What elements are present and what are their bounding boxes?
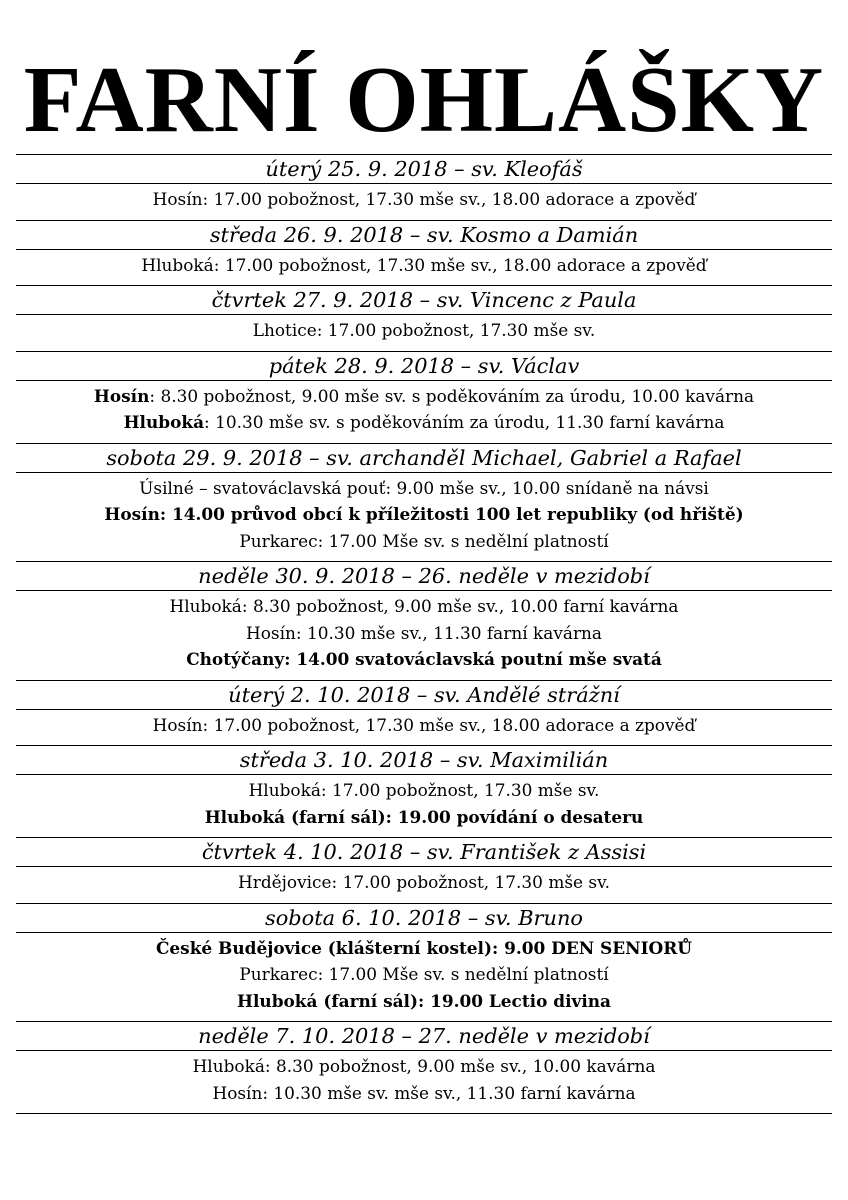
day-block: [16, 351, 832, 443]
day-header: středa 3. 10. 2018 – sv. Maximilián: [16, 746, 832, 775]
event-line: Hluboká: 17.00 pobožnost, 17.30 mše sv., 18.00 adorace a zpověď: [141, 254, 707, 275]
event-details: : 8.30 pobožnost, 9.00 mše sv. s poděkováním za úrodu, 10.00 kavárna: [149, 385, 755, 406]
event-line: Hluboká: 8.30 pobožnost, 9.00 mše sv., 10.00 farní kavárna: [169, 596, 679, 616]
day-block: [16, 745, 832, 837]
day-header: středa 26. 9. 2018 – sv. Kosmo a Damián: [16, 221, 832, 250]
event-line: Chotýčany: 14.00 svatováclavská poutní mše svatá: [186, 649, 662, 669]
event-line: Hosín: 17.00 pobožnost, 17.30 mše sv., 18.00 adorace a zpověď: [152, 189, 696, 209]
day-events: [16, 1051, 832, 1113]
day-events: [16, 473, 832, 562]
event-line: Hosín: 10.30 mše sv., 11.30 farní kavárna: [245, 622, 603, 643]
event-line: České Budějovice (klášterní kostel): 9.00 DEN SENIORŮ: [155, 937, 693, 958]
day-header: úterý 2. 10. 2018 – sv. Andělé strážní: [16, 681, 832, 710]
day-block: [16, 837, 832, 903]
day-events: [16, 933, 832, 1022]
event-details: : 10.30 mše sv. s poděkováním za úrodu, 11.30 farní kavárna: [204, 412, 725, 432]
day-block: [16, 154, 832, 220]
day-block: [16, 443, 832, 562]
day-events: [16, 381, 832, 443]
day-block: [16, 285, 832, 351]
event-line: [16, 383, 832, 410]
day-events: [16, 867, 832, 903]
day-events: [16, 775, 832, 837]
day-header: sobota 6. 10. 2018 – sv. Bruno: [16, 904, 832, 933]
event-line: Hosín: 17.00 pobožnost, 17.30 mše sv., 18.00 adorace a zpověď: [152, 714, 696, 735]
day-block: [16, 680, 832, 746]
day-block: [16, 903, 832, 1022]
day-header: čtvrtek 4. 10. 2018 – sv. František z Assisi: [16, 838, 832, 867]
day-block: [16, 220, 832, 286]
event-line: Hluboká (farní sál): 19.00 povídání o desateru: [204, 806, 644, 827]
day-header: neděle 7. 10. 2018 – 27. neděle v mezidobí: [16, 1022, 832, 1051]
event-line: Purkarec: 17.00 Mše sv. s nedělní platností: [239, 530, 609, 551]
day-header: úterý 25. 9. 2018 – sv. Kleofáš: [16, 155, 832, 184]
day-header: pátek 28. 9. 2018 – sv. Václav: [16, 352, 832, 381]
day-events: [16, 315, 832, 351]
event-line: Hosín: 10.30 mše sv. mše sv., 11.30 farní kavárna: [212, 1082, 636, 1103]
day-block: [16, 561, 832, 680]
day-header: neděle 30. 9. 2018 – 26. neděle v mezidobí: [16, 562, 832, 591]
event-place: Hluboká: [123, 412, 205, 432]
day-header: sobota 29. 9. 2018 – sv. archanděl Michael, Gabriel a Rafael: [16, 444, 832, 473]
day-events: [16, 184, 832, 220]
day-events: [16, 250, 832, 286]
day-header: čtvrtek 27. 9. 2018 – sv. Vincenc z Paula: [16, 286, 832, 315]
event-place: Hosín: [93, 385, 150, 406]
event-line: Lhotice: 17.00 pobožnost, 17.30 mše sv.: [252, 320, 596, 340]
event-line: [16, 409, 832, 436]
event-line: Hluboká: 8.30 pobožnost, 9.00 mše sv., 10.00 kavárna: [192, 1056, 656, 1076]
event-line: Hluboká (farní sál): 19.00 Lectio divina: [237, 990, 611, 1011]
day-events: [16, 710, 832, 746]
announcement-list: [16, 154, 832, 1114]
day-events: [16, 591, 832, 680]
day-block: [16, 1021, 832, 1113]
event-line: Purkarec: 17.00 Mše sv. s nedělní platností: [239, 964, 609, 984]
event-line: Hrdějovice: 17.00 pobožnost, 17.30 mše sv.: [238, 872, 610, 892]
event-line: Úsilné – svatováclavská pouť: 9.00 mše sv., 10.00 snídaně na návsi: [139, 477, 709, 498]
event-line: Hluboká: 17.00 pobožnost, 17.30 mše sv.: [248, 780, 600, 800]
page-title: FARNÍ OHLÁŠKY: [23, 48, 825, 152]
event-line: Hosín: 14.00 průvod obcí k příležitosti 100 let republiky (od hřiště): [104, 504, 744, 524]
